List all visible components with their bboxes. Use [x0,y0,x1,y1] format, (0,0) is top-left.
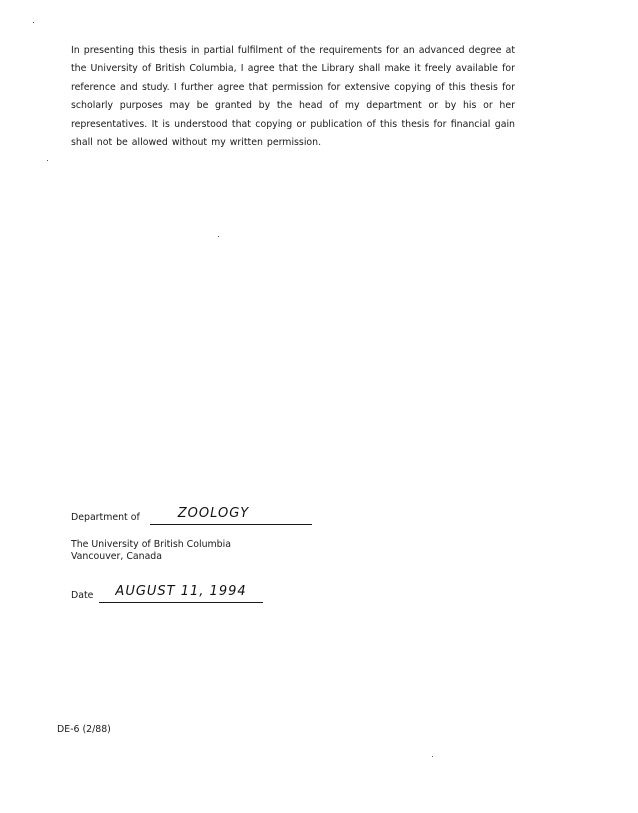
scan-speck [218,236,219,237]
department-field [71,502,312,525]
scan-speck [432,756,433,757]
permission-statement: In presenting this thesis in partial fulfilment of the requirements for an advanced degree at the University of British Columbia, I agree that the Library shall make it freely available for reference and study. I further agree that permission for extensive copying of this thesis for scholarly purposes may be granted by the head of my department or by his or her representatives. It is understood that copying or publication of this thesis for financial gain shall not be allowed without my written permission. [71,45,515,149]
scan-speck [33,22,34,23]
date-signature-line [99,580,263,603]
department-label: Department of [71,512,140,523]
scan-speck [47,160,48,161]
date-handwritten-value: AUGUST 11, 1994 [115,584,247,599]
form-code: DE-6 (2/88) [57,724,111,735]
address-line-1: The University of British Columbia [71,539,231,550]
department-signature-line [150,502,312,525]
university-address [71,539,231,563]
date-label: Date [71,590,94,601]
date-field [71,580,263,603]
address-line-2: Vancouver, Canada [71,551,163,562]
department-handwritten-value: ZOOLOGY [177,506,250,521]
